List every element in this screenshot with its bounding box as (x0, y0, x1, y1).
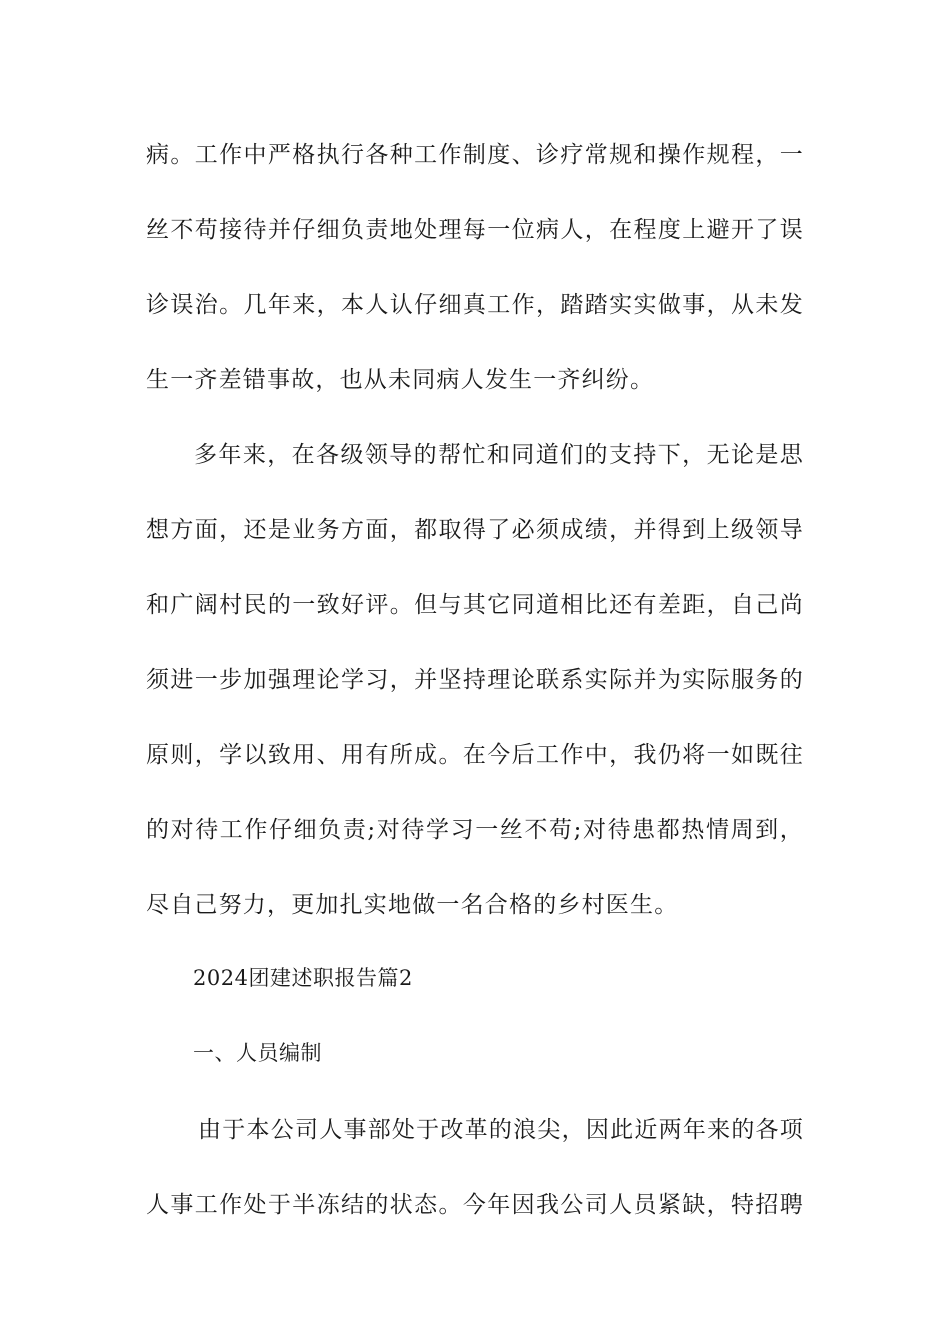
paragraph-line: 病。工作中严格执行各种工作制度、诊疗常规和操作规程，一 (146, 142, 804, 168)
section-heading: 2024团建述职报告篇2 (193, 966, 413, 990)
paragraph-line: 须进一步加强理论学习，并坚持理论联系实际并为实际服务的 (146, 667, 804, 693)
paragraph-line: 想方面，还是业务方面，都取得了必须成绩，并得到上级领导 (146, 517, 804, 543)
paragraph-line: 诊误治。几年来，本人认仔细真工作，踏踏实实做事，从未发 (146, 292, 804, 318)
subsection-heading: 一、人员编制 (193, 1041, 322, 1065)
paragraph-line: 由于本公司人事部处于改革的浪尖，因此近两年来的各项 (198, 1117, 804, 1143)
paragraph-line: 多年来，在各级领导的帮忙和同道们的支持下，无论是思 (194, 442, 804, 468)
paragraph-line: 的对待工作仔细负责;对待学习一丝不苟;对待患都热情周到， (146, 817, 804, 843)
paragraph-line: 丝不苟接待并仔细负责地处理每一位病人，在程度上避开了误 (146, 217, 804, 243)
paragraph-line: 人事工作处于半冻结的状态。今年因我公司人员紧缺，特招聘 (146, 1192, 804, 1218)
paragraph-line: 和广阔村民的一致好评。但与其它同道相比还有差距，自己尚 (146, 592, 804, 618)
paragraph-line: 尽自己努力，更加扎实地做一名合格的乡村医生。 (146, 892, 679, 918)
paragraph-line: 生一齐差错事故，也从未同病人发生一齐纠纷。 (146, 367, 655, 393)
paragraph-line: 原则，学以致用、用有所成。在今后工作中，我仍将一如既往 (146, 742, 804, 768)
